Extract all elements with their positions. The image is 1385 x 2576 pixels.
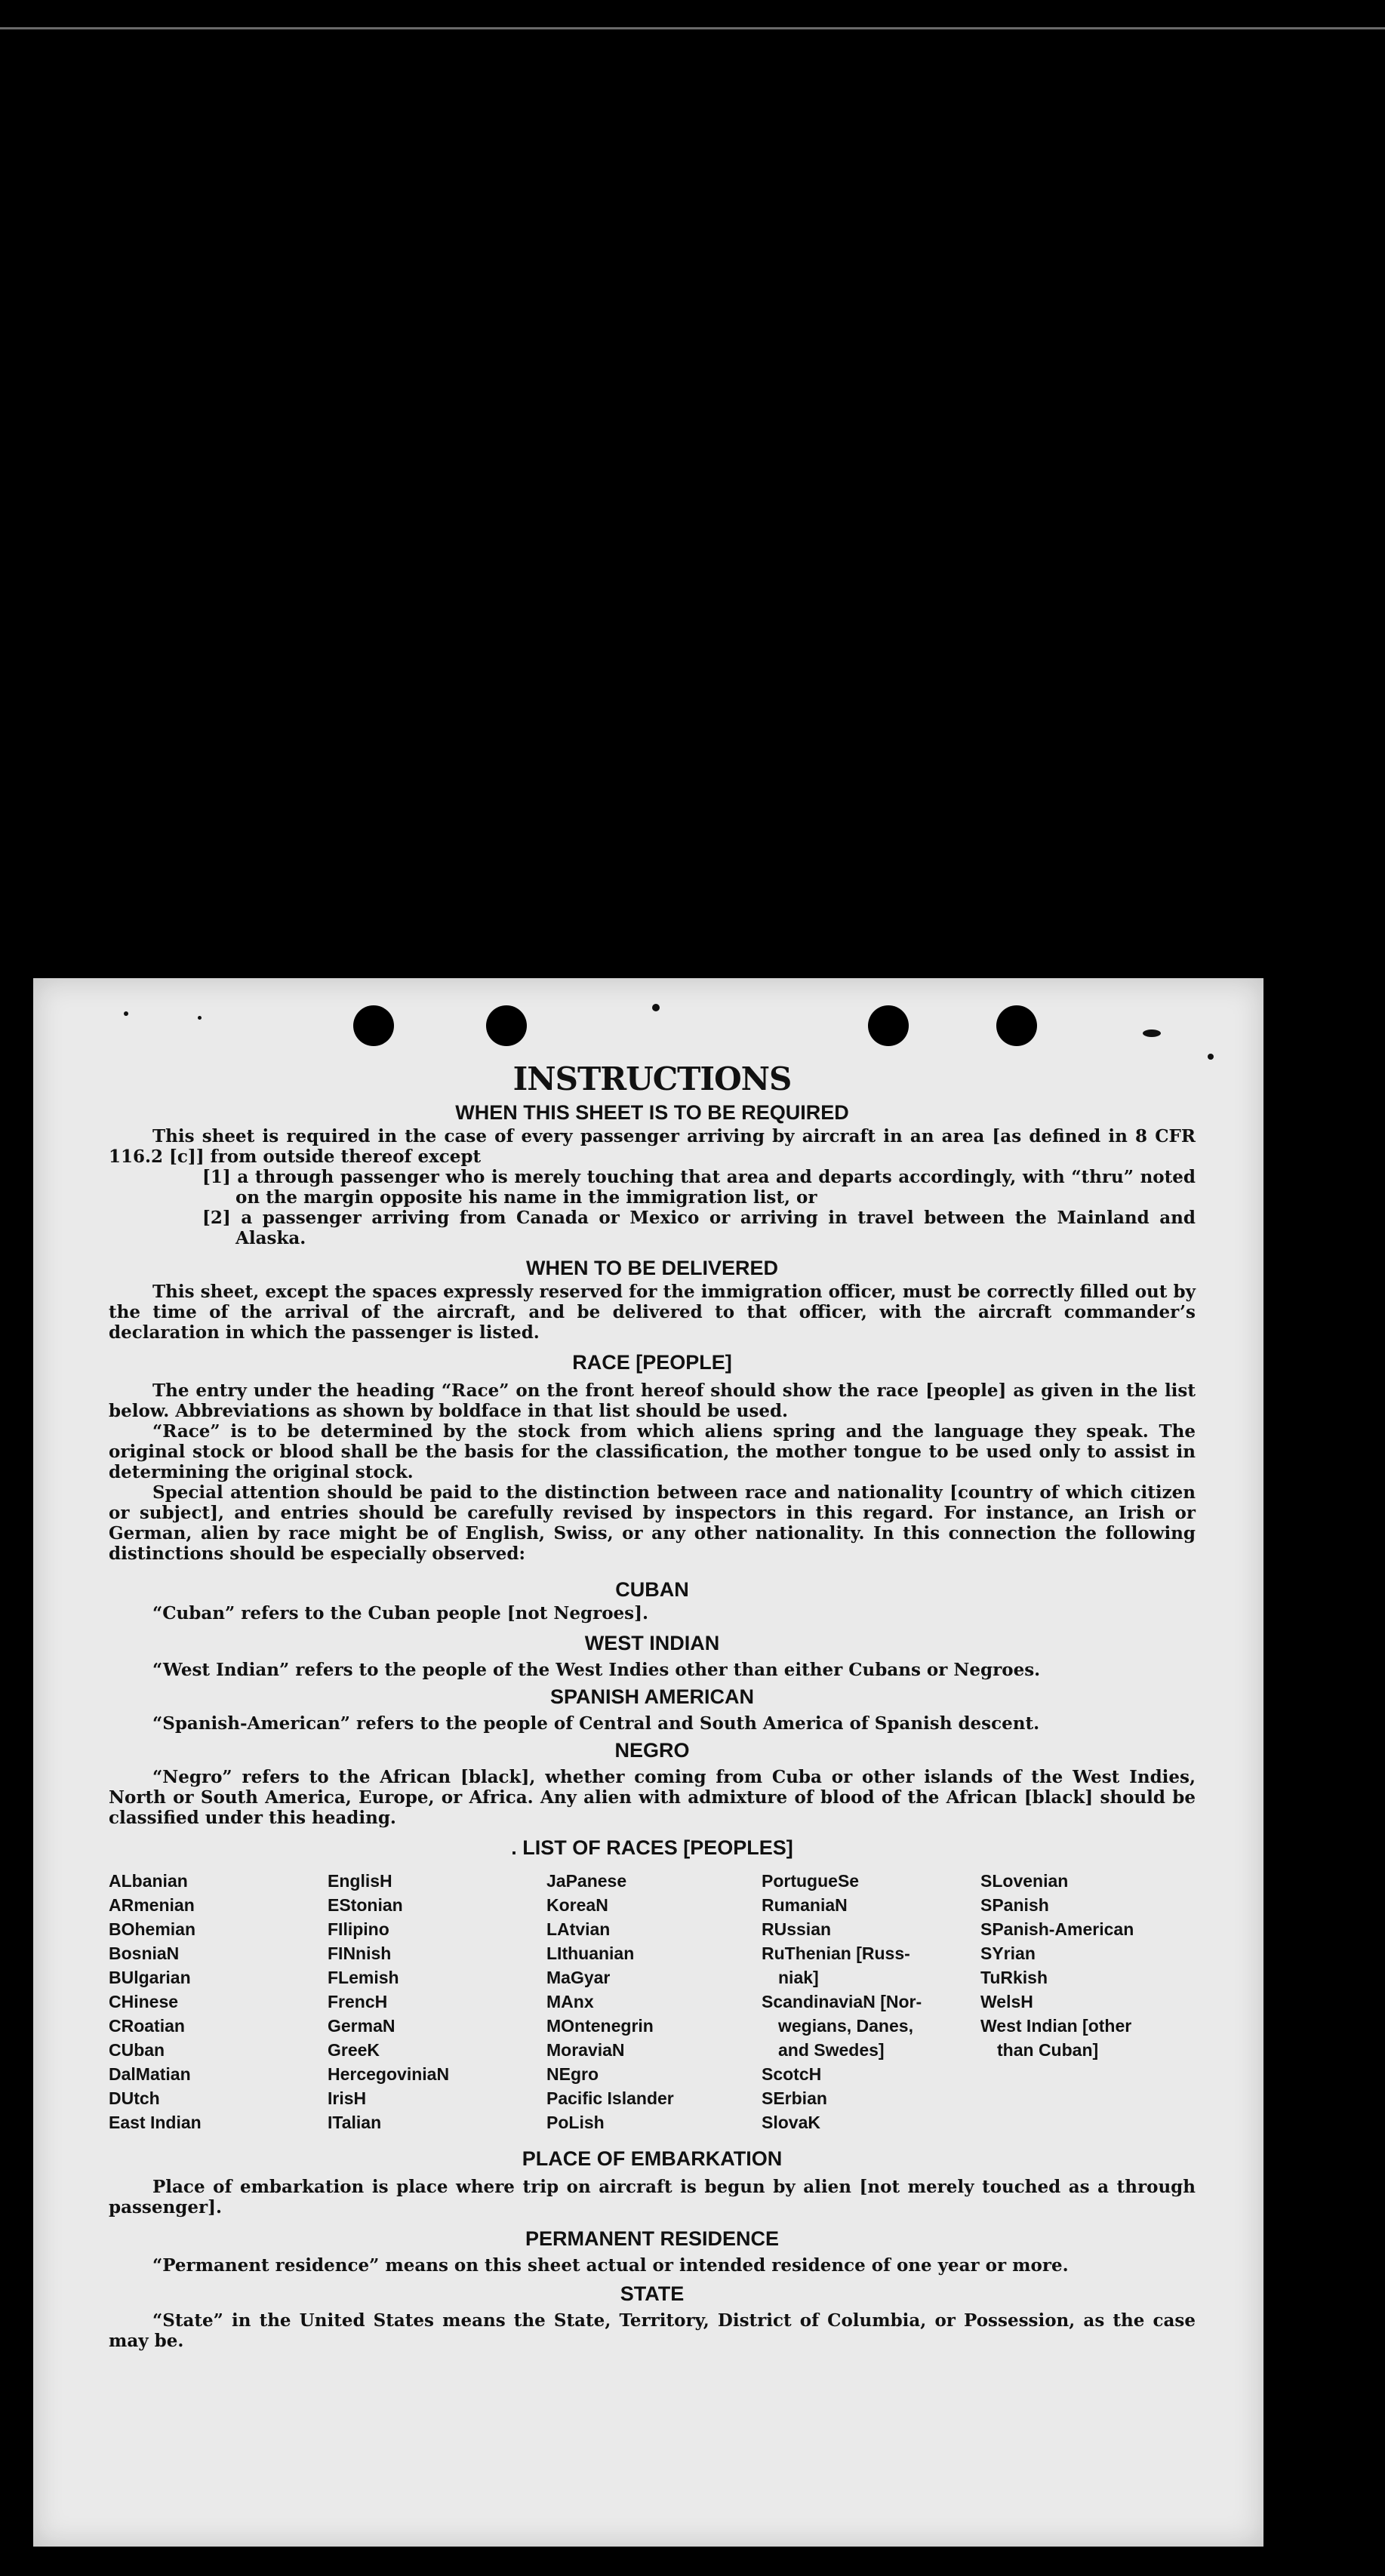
race-item: ALbanian [109, 1871, 188, 1891]
race-item-continued: niak] [778, 1968, 819, 1987]
races-column [762, 1869, 980, 2134]
section-heading: PERMANENT RESIDENCE [525, 2227, 780, 2250]
race-item: LAtvian [546, 1919, 611, 1939]
race-item: KoreaN [546, 1895, 608, 1915]
paragraph: “Negro” refers to the African [black], whether coming from Cuba or other islands of the West Indies, North or South America, Europe, or Africa. Any alien with admixture of blood of the African [black] should be classified under this heading. [109, 1767, 1196, 1828]
punch-hole [996, 1005, 1037, 1046]
race-item: RumaniaN [762, 1895, 848, 1915]
race-item: CHinese [109, 1992, 179, 2011]
paragraph: The entry under the heading “Race” on the front hereof should show the race [people] as given in the list below. Abbreviations as shown by boldface in that list should be used. [109, 1380, 1196, 1421]
race-item: PortugueSe [762, 1871, 860, 1891]
races-column [328, 1869, 546, 2134]
race-item: Pacific Islander [546, 2088, 674, 2108]
paragraph: Special attention should be paid to the distinction between race and nationality [country of which citizen or subject], and entries should be carefully revised by inspectors in this regard. For instance, an Irish or German, alien by race might be of English, Swiss, or any other nationality. In this connection the following distinctions should be especially observed: [109, 1482, 1196, 1564]
scan-speck [198, 1016, 202, 1020]
race-item-continued: than Cuban] [997, 2040, 1099, 2060]
race-item: ARmenian [109, 1895, 195, 1915]
race-item: FINnish [328, 1944, 392, 1963]
race-item: LIthuanian [546, 1944, 635, 1963]
races-column [109, 1869, 328, 2134]
section-heading: RACE [PEOPLE] [572, 1351, 732, 1374]
race-item: IrisH [328, 2088, 367, 2108]
list-item: [2] a passenger arriving from Canada or Mexico or arriving in travel between the Mainland and Alaska. [202, 1208, 1196, 1248]
race-item: West Indian [other [980, 2016, 1132, 2036]
race-item: SlovaK [762, 2113, 820, 2132]
punch-hole [486, 1005, 527, 1046]
section-heading: STATE [620, 2282, 685, 2305]
race-item: EnglisH [328, 1871, 392, 1891]
punch-hole [868, 1005, 909, 1046]
race-item: FrencH [328, 1992, 388, 2011]
paragraph: “Cuban” refers to the Cuban people [not Negroes]. [152, 1603, 649, 1623]
race-item: JaPanese [546, 1871, 627, 1891]
race-item: SErbian [762, 2088, 827, 2108]
race-item: SPanish [980, 1895, 1049, 1915]
race-item: East Indian [109, 2113, 202, 2132]
race-item: BOhemian [109, 1919, 196, 1939]
race-item: SYrian [980, 1944, 1036, 1963]
section-heading: WHEN TO BE DELIVERED [525, 1257, 779, 1279]
section-heading: CUBAN [615, 1578, 689, 1601]
scan-speck [124, 1011, 128, 1016]
paragraph: “Permanent residence” means on this sheet actual or intended residence of one year or more. [152, 2255, 1069, 2276]
race-item: CUban [109, 2040, 165, 2060]
races-column [980, 1869, 1192, 2134]
scan-speck [1143, 1029, 1161, 1037]
document-title: INSTRUCTIONS [512, 1060, 792, 1097]
section-heading: . LIST OF RACES [PEOPLES] [511, 1836, 793, 1859]
race-item: FIlipino [328, 1919, 389, 1939]
race-item: MaGyar [546, 1968, 611, 1987]
race-item: WelsH [980, 1992, 1033, 2011]
paragraph: This sheet is required in the case of every passenger arriving by aircraft in an area [as defined in 8 CFR 116.2 [c]] from outside thereof except [109, 1126, 1196, 1167]
document-body [109, 1060, 1196, 2351]
races-column [546, 1869, 762, 2134]
race-item: PoLish [546, 2113, 605, 2132]
paragraph: This sheet, except the spaces expressly reserved for the immigration officer, must be correctly filled out by the time of the arrival of the aircraft, and be delivered to that officer, with the aircraft commander’s declaration in which the passenger is listed. [109, 1282, 1196, 1343]
race-item: MoraviaN [546, 2040, 625, 2060]
section-heading: WHEN THIS SHEET IS TO BE REQUIRED [455, 1101, 849, 1124]
race-item: GreeK [328, 2040, 380, 2060]
paragraph: “Race” is to be determined by the stock from which aliens spring and the language they speak. The original stock or blood shall be the basis for the classification, the mother tongue to be used only to assist in determining the original stock. [109, 1421, 1196, 1482]
race-item: NEgro [546, 2064, 599, 2084]
race-item: GermaN [328, 2016, 395, 2036]
race-item: RUssian [762, 1919, 832, 1939]
section-heading: SPANISH AMERICAN [549, 1685, 754, 1708]
punch-hole [353, 1005, 394, 1046]
race-item: CRoatian [109, 2016, 185, 2036]
paragraph: Place of embarkation is place where trip on aircraft is begun by alien [not merely touched as a through passenger]. [109, 2177, 1196, 2217]
race-item: HercegoviniaN [328, 2064, 450, 2084]
race-item: EStonian [328, 1895, 403, 1915]
list-item: [1] a through passenger who is merely touching that area and departs accordingly, with “thru” noted on the margin opposite his name in the immigration list, or [202, 1167, 1196, 1208]
race-item: DalMatian [109, 2064, 191, 2084]
race-item: SLovenian [980, 1871, 1069, 1891]
race-item-continued: wegians, Danes, [778, 2016, 913, 2036]
paragraph: “Spanish-American” refers to the people of Central and South America of Spanish descent. [152, 1713, 1040, 1734]
section-heading: PLACE OF EMBARKATION [522, 2147, 783, 2170]
paragraph: “State” in the United States means the State, Territory, District of Columbia, or Possession, as the case may be. [109, 2310, 1196, 2351]
race-item: MOntenegrin [546, 2016, 654, 2036]
section-heading: WEST INDIAN [584, 1632, 720, 1654]
scan-border-line [0, 27, 1385, 29]
race-item-continued: and Swedes] [778, 2040, 885, 2060]
race-item: BosniaN [109, 1944, 180, 1963]
races-list [109, 1869, 1196, 2134]
scan-speck [652, 1004, 660, 1011]
race-item: RuThenian [Russ- [762, 1944, 910, 1963]
race-item: ITalian [328, 2113, 382, 2132]
race-item: MAnx [546, 1992, 594, 2011]
race-item: TuRkish [980, 1968, 1048, 1987]
race-item: FLemish [328, 1968, 399, 1987]
race-item: SPanish-American [980, 1919, 1134, 1939]
section-heading: NEGRO [614, 1739, 690, 1762]
race-item: ScandinaviaN [Nor- [762, 1992, 922, 2011]
race-item: ScotcH [762, 2064, 822, 2084]
race-item: DUtch [109, 2088, 160, 2108]
race-item: BUlgarian [109, 1968, 191, 1987]
document-page [33, 978, 1263, 2547]
scan-speck [1208, 1054, 1214, 1060]
paragraph: “West Indian” refers to the people of the West Indies other than either Cubans or Negroes. [152, 1660, 1041, 1680]
